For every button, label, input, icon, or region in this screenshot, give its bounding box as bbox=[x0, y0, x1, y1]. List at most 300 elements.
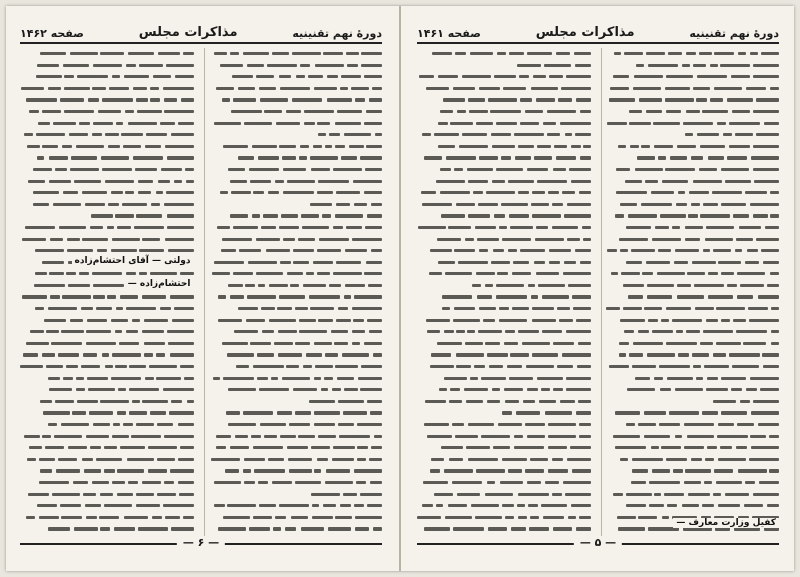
word-mark bbox=[304, 122, 315, 125]
word-mark bbox=[218, 295, 226, 298]
word-mark bbox=[688, 214, 697, 217]
word-mark bbox=[769, 435, 779, 438]
word-mark bbox=[83, 353, 97, 356]
word-mark bbox=[693, 87, 710, 90]
word-mark bbox=[272, 52, 289, 55]
word-mark bbox=[751, 156, 779, 159]
word-mark bbox=[48, 307, 77, 310]
word-mark bbox=[112, 481, 125, 484]
word-mark bbox=[487, 481, 495, 484]
word-mark bbox=[158, 180, 170, 183]
word-mark bbox=[40, 469, 52, 472]
word-mark bbox=[317, 458, 329, 461]
word-mark bbox=[492, 145, 515, 148]
word-mark bbox=[729, 353, 760, 356]
word-mark bbox=[609, 365, 629, 368]
word-mark bbox=[636, 64, 644, 67]
word-mark bbox=[677, 145, 696, 148]
word-mark bbox=[754, 180, 779, 183]
word-mark bbox=[683, 122, 713, 125]
word-mark bbox=[369, 458, 382, 461]
word-mark bbox=[33, 168, 52, 171]
word-mark bbox=[300, 64, 310, 67]
word-mark bbox=[771, 307, 779, 310]
text-line bbox=[417, 431, 591, 443]
word-mark bbox=[553, 388, 564, 391]
word-mark bbox=[767, 504, 779, 507]
word-mark bbox=[468, 423, 494, 426]
word-mark bbox=[718, 423, 735, 426]
word-mark bbox=[454, 307, 475, 310]
word-mark bbox=[126, 307, 156, 310]
page-gutter bbox=[399, 6, 401, 571]
word-mark bbox=[528, 504, 537, 507]
word-mark bbox=[317, 122, 330, 125]
word-mark bbox=[122, 203, 147, 206]
word-mark bbox=[108, 145, 120, 148]
word-mark bbox=[178, 481, 194, 484]
word-mark bbox=[67, 249, 93, 252]
word-mark bbox=[169, 411, 194, 414]
word-mark bbox=[629, 353, 643, 356]
word-mark bbox=[685, 226, 703, 229]
word-mark bbox=[750, 52, 757, 55]
word-mark bbox=[230, 180, 246, 183]
text-line bbox=[417, 83, 591, 95]
word-mark bbox=[553, 527, 572, 530]
word-mark bbox=[714, 469, 734, 472]
word-mark bbox=[310, 156, 338, 159]
word-mark bbox=[337, 377, 354, 380]
word-mark bbox=[64, 110, 93, 113]
word-mark bbox=[685, 469, 711, 472]
word-mark bbox=[148, 446, 177, 449]
word-mark bbox=[357, 458, 366, 461]
word-mark bbox=[230, 446, 249, 449]
word-mark bbox=[456, 365, 471, 368]
word-mark bbox=[163, 504, 194, 507]
word-mark bbox=[48, 87, 61, 90]
word-mark bbox=[499, 319, 528, 322]
word-mark bbox=[634, 75, 664, 78]
word-mark bbox=[76, 388, 85, 391]
word-mark bbox=[529, 527, 549, 530]
word-mark bbox=[494, 75, 515, 78]
word-mark bbox=[123, 145, 141, 148]
word-mark bbox=[244, 458, 265, 461]
text-line bbox=[417, 187, 591, 199]
word-mark bbox=[465, 342, 483, 345]
word-mark bbox=[436, 504, 443, 507]
word-mark bbox=[564, 261, 576, 264]
word-mark bbox=[631, 481, 646, 484]
word-mark bbox=[353, 180, 382, 183]
word-mark bbox=[213, 377, 221, 380]
word-mark bbox=[246, 319, 265, 322]
word-mark bbox=[468, 180, 488, 183]
word-mark bbox=[148, 469, 168, 472]
word-mark bbox=[737, 423, 754, 426]
word-mark bbox=[670, 156, 687, 159]
word-mark bbox=[537, 377, 564, 380]
word-mark bbox=[26, 342, 49, 345]
word-mark bbox=[583, 145, 590, 148]
word-mark bbox=[139, 249, 164, 252]
word-mark bbox=[706, 226, 735, 229]
word-mark bbox=[222, 342, 248, 345]
text-line bbox=[417, 152, 591, 164]
word-mark bbox=[124, 516, 148, 519]
word-mark bbox=[626, 493, 651, 496]
word-mark bbox=[700, 342, 713, 345]
word-mark bbox=[85, 504, 101, 507]
word-mark bbox=[253, 191, 264, 194]
word-mark bbox=[166, 191, 194, 194]
text-line bbox=[606, 291, 780, 303]
word-mark bbox=[499, 226, 507, 229]
word-mark bbox=[556, 156, 576, 159]
word-mark bbox=[518, 516, 527, 519]
word-mark bbox=[34, 284, 65, 287]
text-lines bbox=[209, 48, 383, 535]
text-lines bbox=[417, 48, 591, 535]
text-line bbox=[20, 373, 194, 385]
word-mark bbox=[552, 458, 564, 461]
word-mark bbox=[736, 330, 767, 333]
text-line bbox=[20, 489, 194, 501]
word-mark bbox=[686, 110, 700, 113]
word-mark bbox=[536, 98, 555, 101]
word-mark bbox=[74, 180, 101, 183]
word-mark bbox=[566, 330, 591, 333]
word-mark bbox=[250, 180, 270, 183]
word-mark bbox=[168, 342, 193, 345]
word-mark bbox=[333, 272, 362, 275]
word-mark bbox=[436, 180, 465, 183]
word-mark bbox=[620, 319, 645, 322]
word-mark bbox=[111, 319, 128, 322]
word-mark bbox=[662, 516, 669, 519]
word-mark bbox=[666, 75, 693, 78]
word-mark bbox=[583, 238, 590, 241]
text-line bbox=[606, 407, 780, 419]
word-mark bbox=[745, 261, 760, 264]
text-line bbox=[606, 106, 780, 118]
word-mark bbox=[180, 446, 194, 449]
word-mark bbox=[514, 435, 523, 438]
word-mark bbox=[60, 504, 81, 507]
word-mark bbox=[163, 87, 193, 90]
text-line bbox=[417, 489, 591, 501]
word-mark bbox=[171, 400, 182, 403]
text-line bbox=[417, 222, 591, 234]
text-line bbox=[20, 83, 194, 95]
text-line bbox=[209, 210, 383, 222]
text-line bbox=[20, 315, 194, 327]
word-mark bbox=[48, 377, 60, 380]
word-mark bbox=[478, 203, 497, 206]
word-mark bbox=[306, 272, 314, 275]
text-line bbox=[20, 94, 194, 106]
text-line bbox=[209, 338, 383, 350]
word-mark bbox=[676, 203, 688, 206]
word-mark bbox=[37, 156, 44, 159]
word-mark bbox=[61, 516, 82, 519]
word-mark bbox=[469, 110, 487, 113]
text-line bbox=[417, 454, 591, 466]
word-mark bbox=[181, 98, 194, 101]
word-mark bbox=[138, 527, 167, 530]
word-mark bbox=[731, 388, 742, 391]
word-mark bbox=[548, 469, 568, 472]
word-mark bbox=[256, 272, 283, 275]
word-mark bbox=[340, 87, 348, 90]
word-mark bbox=[239, 249, 261, 252]
word-mark bbox=[750, 435, 765, 438]
text-line bbox=[417, 396, 591, 408]
word-mark bbox=[661, 446, 681, 449]
word-mark bbox=[245, 284, 254, 287]
word-mark bbox=[520, 98, 532, 101]
text-line bbox=[606, 384, 780, 396]
word-mark bbox=[373, 353, 382, 356]
text-line bbox=[209, 176, 383, 188]
word-mark bbox=[136, 504, 160, 507]
word-mark bbox=[489, 365, 503, 368]
word-mark bbox=[142, 238, 160, 241]
text-line bbox=[417, 384, 591, 396]
word-mark bbox=[116, 122, 123, 125]
word-mark bbox=[296, 75, 305, 78]
word-mark bbox=[457, 493, 480, 496]
word-mark bbox=[352, 307, 382, 310]
word-mark bbox=[481, 377, 506, 380]
word-mark bbox=[374, 435, 382, 438]
word-mark bbox=[167, 214, 194, 217]
word-mark bbox=[756, 133, 779, 136]
word-mark bbox=[723, 133, 732, 136]
word-mark bbox=[235, 435, 249, 438]
word-mark bbox=[343, 493, 357, 496]
word-mark bbox=[441, 446, 464, 449]
word-mark bbox=[549, 261, 560, 264]
word-mark bbox=[764, 122, 779, 125]
word-mark bbox=[753, 145, 779, 148]
word-mark bbox=[647, 295, 673, 298]
text-line bbox=[606, 454, 780, 466]
word-mark bbox=[576, 98, 591, 101]
word-mark bbox=[343, 411, 366, 414]
word-mark bbox=[536, 226, 548, 229]
text-line bbox=[20, 48, 194, 60]
word-mark bbox=[575, 133, 590, 136]
word-mark bbox=[553, 342, 574, 345]
word-mark bbox=[607, 249, 617, 252]
word-mark bbox=[746, 388, 756, 391]
text-line bbox=[606, 419, 780, 431]
word-mark bbox=[248, 261, 277, 264]
word-mark bbox=[299, 156, 308, 159]
word-mark bbox=[96, 307, 112, 310]
word-mark bbox=[227, 353, 253, 356]
word-mark bbox=[467, 330, 475, 333]
word-mark bbox=[292, 52, 320, 55]
text-line bbox=[209, 489, 383, 501]
word-mark bbox=[474, 365, 485, 368]
word-mark bbox=[697, 75, 727, 78]
word-mark bbox=[365, 226, 382, 229]
word-mark bbox=[541, 388, 550, 391]
word-mark bbox=[238, 307, 258, 310]
word-mark bbox=[731, 75, 750, 78]
word-mark bbox=[617, 516, 636, 519]
word-mark bbox=[252, 214, 260, 217]
word-mark bbox=[311, 446, 330, 449]
word-mark bbox=[39, 481, 69, 484]
word-mark bbox=[338, 400, 363, 403]
word-mark bbox=[286, 110, 302, 113]
word-mark bbox=[514, 133, 543, 136]
word-mark bbox=[259, 87, 277, 90]
word-mark bbox=[28, 180, 45, 183]
word-mark bbox=[743, 342, 766, 345]
word-mark bbox=[758, 295, 779, 298]
word-mark bbox=[638, 330, 649, 333]
word-mark bbox=[247, 64, 264, 67]
word-mark bbox=[156, 191, 164, 194]
word-mark bbox=[135, 168, 157, 171]
word-mark bbox=[493, 446, 510, 449]
word-mark bbox=[318, 180, 349, 183]
word-mark bbox=[505, 330, 515, 333]
word-mark bbox=[22, 238, 46, 241]
word-mark bbox=[367, 214, 382, 217]
word-mark bbox=[644, 435, 670, 438]
word-mark bbox=[164, 203, 193, 206]
word-mark bbox=[220, 191, 227, 194]
word-mark bbox=[345, 284, 365, 287]
word-mark bbox=[470, 52, 493, 55]
word-mark bbox=[371, 446, 382, 449]
word-mark bbox=[721, 272, 734, 275]
word-mark bbox=[561, 87, 590, 90]
word-mark bbox=[619, 342, 629, 345]
text-line bbox=[20, 129, 194, 141]
word-mark bbox=[753, 64, 779, 67]
word-mark bbox=[347, 64, 358, 67]
word-mark bbox=[97, 249, 107, 252]
word-mark bbox=[20, 365, 42, 368]
word-mark bbox=[63, 377, 74, 380]
word-mark bbox=[345, 249, 367, 252]
word-mark bbox=[42, 110, 62, 113]
word-mark bbox=[114, 527, 136, 530]
text-line bbox=[20, 407, 194, 419]
word-mark bbox=[312, 516, 333, 519]
word-mark bbox=[311, 168, 330, 171]
word-mark bbox=[367, 400, 382, 403]
word-mark bbox=[515, 156, 531, 159]
text-line bbox=[417, 373, 591, 385]
word-mark bbox=[293, 261, 309, 264]
word-mark bbox=[214, 122, 241, 125]
text-line bbox=[209, 268, 383, 280]
text-line bbox=[209, 349, 383, 361]
word-mark bbox=[133, 156, 163, 159]
word-mark bbox=[505, 400, 519, 403]
word-mark bbox=[112, 435, 129, 438]
text-line bbox=[606, 222, 780, 234]
word-mark bbox=[278, 353, 302, 356]
word-mark bbox=[42, 435, 51, 438]
word-mark bbox=[614, 52, 621, 55]
word-mark bbox=[178, 122, 193, 125]
word-mark bbox=[668, 52, 682, 55]
word-mark bbox=[333, 226, 343, 229]
word-mark bbox=[533, 75, 545, 78]
word-mark bbox=[318, 319, 333, 322]
word-mark bbox=[92, 481, 108, 484]
word-mark bbox=[150, 87, 159, 90]
word-mark bbox=[721, 377, 746, 380]
word-mark bbox=[431, 353, 451, 356]
word-mark bbox=[654, 377, 664, 380]
word-mark bbox=[665, 168, 695, 171]
word-mark bbox=[262, 330, 274, 333]
text-line bbox=[20, 210, 194, 222]
word-mark bbox=[544, 64, 571, 67]
word-mark bbox=[214, 504, 224, 507]
word-mark bbox=[96, 458, 123, 461]
word-mark bbox=[289, 469, 311, 472]
page-title: مذاکرات مجلس bbox=[535, 25, 635, 40]
word-mark bbox=[145, 377, 153, 380]
word-mark bbox=[29, 446, 42, 449]
word-mark bbox=[291, 516, 308, 519]
word-mark bbox=[770, 191, 779, 194]
word-mark bbox=[212, 272, 230, 275]
word-mark bbox=[287, 180, 314, 183]
word-mark bbox=[716, 481, 742, 484]
word-mark bbox=[62, 295, 90, 298]
word-mark bbox=[531, 295, 539, 298]
page-number-label: صفحه ۱۴۶۲ bbox=[20, 27, 84, 40]
word-mark bbox=[569, 168, 590, 171]
word-mark bbox=[48, 527, 69, 530]
word-mark bbox=[535, 238, 564, 241]
text-line bbox=[606, 164, 780, 176]
text-line bbox=[209, 477, 383, 489]
word-mark bbox=[92, 133, 102, 136]
text-line bbox=[20, 291, 194, 303]
word-mark bbox=[214, 481, 241, 484]
word-mark bbox=[282, 377, 310, 380]
word-mark bbox=[129, 411, 148, 414]
word-mark bbox=[519, 75, 529, 78]
text-line bbox=[209, 118, 383, 130]
text-line bbox=[606, 176, 780, 188]
word-mark bbox=[578, 342, 590, 345]
word-mark bbox=[554, 145, 567, 148]
text-line bbox=[209, 442, 383, 454]
word-mark bbox=[260, 423, 287, 426]
word-mark bbox=[458, 261, 488, 264]
word-mark bbox=[537, 145, 551, 148]
word-mark bbox=[578, 400, 590, 403]
word-mark bbox=[530, 458, 549, 461]
word-mark bbox=[311, 493, 340, 496]
word-mark bbox=[501, 203, 528, 206]
